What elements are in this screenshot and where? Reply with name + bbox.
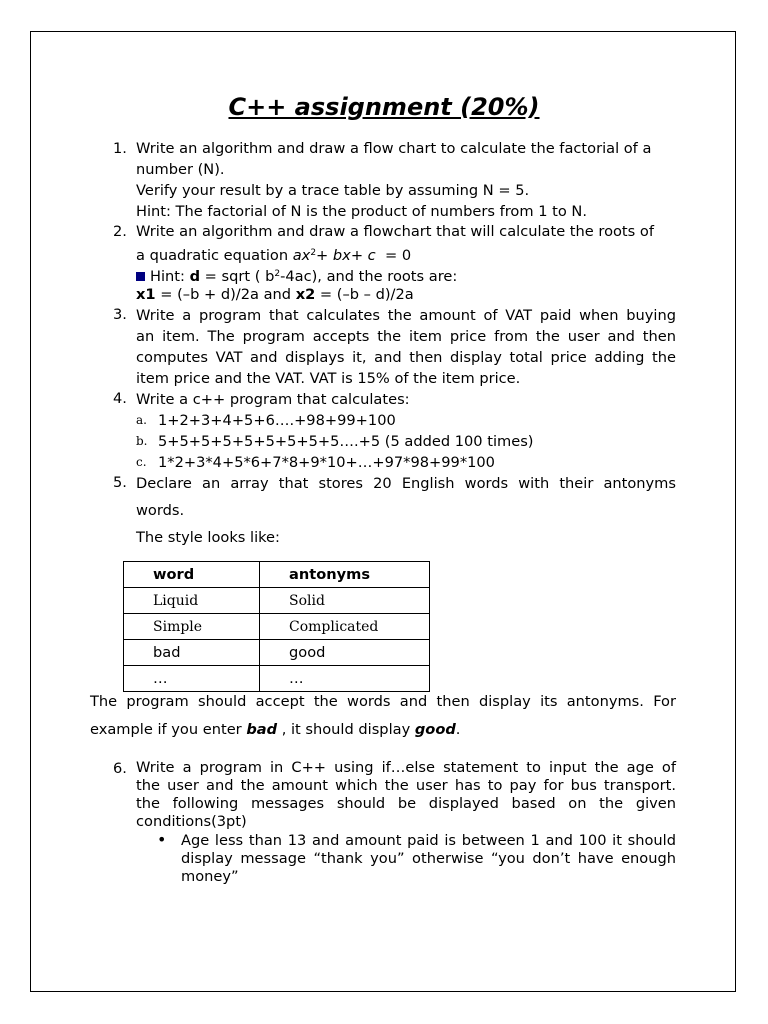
- q3-line3: computes VAT and displays it, and then display total price adding the: [136, 349, 676, 366]
- q4-line1: Write a c++ program that calculates:: [136, 391, 410, 408]
- q4-item-c: 1*2+3*4+5*6+7*8+9*10+…+97*98+99*100: [158, 454, 495, 471]
- bullet-dot-icon: •: [157, 830, 167, 849]
- table-header-row: [124, 562, 430, 588]
- eq-sup: 2: [310, 248, 317, 258]
- q5-after-line1: The program should accept the words and then display its antonyms. For: [90, 693, 676, 710]
- q6-line1: Write a program in C++ using if…else statement to input the age of: [136, 759, 676, 776]
- q4-item-b: 5+5+5+5+5+5+5+5+5….+5 (5 added 100 times): [158, 433, 534, 450]
- q5-line1: Declare an array that stores 20 English words with their antonyms: [136, 475, 676, 492]
- q1-line2: number (N).: [136, 161, 225, 178]
- q4-number: 4.: [113, 390, 127, 407]
- q6-number: 6.: [113, 760, 127, 777]
- table-cell-word: Liquid: [124, 588, 260, 614]
- q3-line4: item price and the VAT. VAT is 15% of the item price.: [136, 370, 521, 387]
- table-cell-word: bad: [124, 640, 260, 666]
- after2-end: .: [455, 721, 461, 738]
- q6-bullet-line3: money”: [181, 868, 239, 885]
- q5-after-line2: [90, 720, 460, 740]
- x1-label: x1: [136, 286, 156, 303]
- q2-number: 2.: [113, 223, 127, 240]
- hint-sup: 2: [274, 269, 281, 279]
- q1-number: 1.: [113, 140, 127, 157]
- q2-hint-line: [136, 264, 457, 287]
- eq-ax: ax: [292, 247, 311, 264]
- x1-formula: = (–b + d)/2a and: [155, 286, 296, 303]
- after2-prefix: example if you enter: [90, 721, 247, 738]
- q2-equation-line: [136, 243, 411, 266]
- x2-formula: = (–b – d)/2a: [315, 286, 414, 303]
- q2-line2-prefix: a quadratic equation: [136, 247, 293, 264]
- table-cell-antonym: Complicated: [260, 614, 430, 640]
- q1-line3: Verify your result by a trace table by assuming N = 5.: [136, 182, 530, 199]
- q2-line1: Write an algorithm and draw a flowchart that will calculate the roots of: [136, 223, 654, 240]
- q4-item-a: 1+2+3+4+5+6….+98+99+100: [158, 412, 396, 429]
- q6-bullet-line1: Age less than 13 and amount paid is between 1 and 100 it should: [181, 832, 676, 849]
- x2-label: x2: [295, 286, 316, 303]
- q6-line4: conditions(3pt): [136, 813, 247, 830]
- q3-line2: an item. The program accepts the item price from the user and then: [136, 328, 676, 345]
- example-bad: bad: [246, 721, 278, 738]
- q4-item-b-tag: b.: [136, 434, 148, 448]
- table-row: [124, 666, 430, 692]
- q5-line3: The style looks like:: [136, 529, 280, 546]
- table-header-word: word: [124, 562, 260, 588]
- q6-line2: the user and the amount which the user has to pay for bus transport.: [136, 777, 676, 794]
- hint-end: -4ac), and the roots are:: [280, 268, 458, 285]
- q5-line2: words.: [136, 502, 185, 519]
- hint-mid: = sqrt ( b: [200, 268, 275, 285]
- table-row: [124, 614, 430, 640]
- hint-prefix: Hint:: [150, 268, 190, 285]
- q1-line1: Write an algorithm and draw a flow chart to calculate the factorial of a: [136, 140, 652, 157]
- q1-line4: Hint: The factorial of N is the product of numbers from 1 to N.: [136, 203, 587, 220]
- q4-item-c-tag: c.: [136, 455, 147, 469]
- table-cell-antonym: Solid: [260, 588, 430, 614]
- table-cell-antonym: good: [260, 640, 430, 666]
- example-good: good: [414, 721, 456, 738]
- eq-end: = 0: [375, 247, 412, 264]
- square-bullet-icon: [136, 272, 145, 281]
- q5-number: 5.: [113, 474, 127, 491]
- table-row: [124, 588, 430, 614]
- table-header-antonyms: antonyms: [260, 562, 430, 588]
- q4-item-a-tag: a.: [136, 413, 147, 427]
- page-title: C++ assignment (20%): [228, 93, 540, 121]
- table-cell-word: …: [124, 666, 260, 692]
- after2-mid: , it should display: [277, 721, 415, 738]
- q6-line3: the following messages should be displayed based on the given: [136, 795, 676, 812]
- q3-number: 3.: [113, 306, 127, 323]
- q3-line1: Write a program that calculates the amount of VAT paid when buying: [136, 307, 676, 324]
- q2-roots-line: [136, 285, 414, 305]
- table-cell-word: Simple: [124, 614, 260, 640]
- antonyms-table: [123, 561, 430, 692]
- table-row: [124, 640, 430, 666]
- eq-bx-c: + bx+ c: [316, 247, 376, 264]
- q6-bullet-line2: display message “thank you” otherwise “you don’t have enough: [181, 850, 676, 867]
- hint-d: d: [189, 268, 201, 285]
- table-cell-antonym: …: [260, 666, 430, 692]
